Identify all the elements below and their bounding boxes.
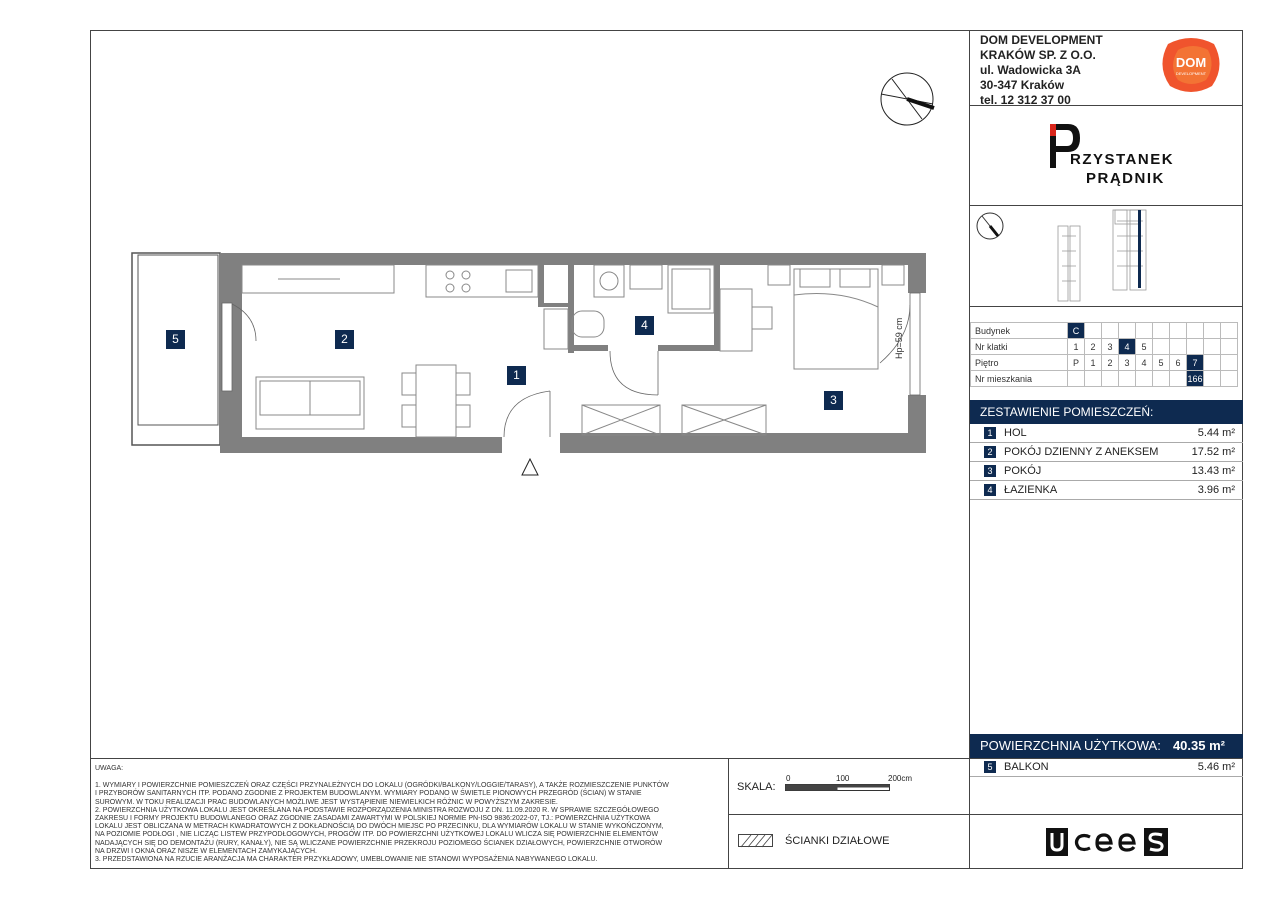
key-plan-buildings bbox=[1058, 210, 1146, 301]
note-line: 2. POWIERZCHNIA UŻYTKOWA LOKALU JEST OKREŚLANA NA PODSTAWIE ROZPORZĄDZENIA MINISTRA ROZWOJU Z DN. 11.09.2020 R. W SPRAWIE SZCZEGÓŁOWEGO bbox=[95, 806, 659, 814]
wall-hatch-icon bbox=[738, 834, 774, 848]
scale-tick-0: 0 bbox=[786, 774, 791, 783]
room-row bbox=[970, 462, 1243, 481]
stair-2: 2 bbox=[1085, 339, 1102, 355]
plan-room-label-1: 1 bbox=[507, 366, 526, 385]
rooms-header: ZESTAWIENIE POMIESZCZEŃ: bbox=[970, 400, 1243, 424]
note-line: 1. WYMIARY I POWIERZCHNIE POMIESZCZEŃ ORAZ CZĘŚCI PRZYNALEŻNYCH DO LOKALU (OGRÓDKI/BALKONY/LOGGIE/TARASY), A TAKŻE ROZMIESZCZENIE PUNKTÓW bbox=[95, 782, 669, 790]
building-value: C bbox=[1068, 323, 1085, 339]
floor-1: 1 bbox=[1085, 355, 1102, 371]
room-number: 3 bbox=[984, 465, 996, 477]
stair-4: 4 bbox=[1119, 339, 1136, 355]
scale-bar bbox=[785, 784, 891, 792]
notes bbox=[95, 765, 715, 864]
note-line: ZAKRESU I FORMY PROJEKTU BUDOWLANEGO ORAZ ZGODNIE ZASADAMI ZAWARTYMI W POLSKIEJ NORMIE PN-ISO 9836:2022-07, TJ.: POWIERZCHNIA UŻYTKOWA bbox=[95, 815, 651, 823]
divider-logo bbox=[969, 814, 1243, 815]
room-number: 1 bbox=[984, 427, 996, 439]
note-line: NA POZIOMIE PODŁOGI , NIE LICZĄC LISTEW PRZYPODŁOGOWYCH, PROGÓW ITP. DO POWIERZCHNI UŻYTKOWEJ LOKALU WLICZA SIĘ POWIERZCHNIE ELEMENTÓW bbox=[95, 831, 659, 839]
room-row bbox=[970, 424, 1243, 443]
note-line: I PRZYBORÓW SANITARNYCH ITP. PODANO ZGODNIE Z PROJEKTEM BUDOWLANYM. WYMIARY PODANO W ŚWIETLE PIONOWYCH PRZEGRÓD (ŚCIAN) W STANIE bbox=[95, 790, 642, 798]
balcony-name: BALKON bbox=[1004, 761, 1049, 773]
room-row bbox=[970, 481, 1243, 500]
room-number: 4 bbox=[984, 484, 996, 496]
note-line: LOKALU JEST OBLICZANA W METRACH KWADRATOWYCH Z DOKŁADNOŚCIĄ DO DWÓCH MIEJSC PO PRZECINKU, DLA WYMIARÓW LOKALU W STANIE WYKOŃCZONYM, bbox=[95, 823, 664, 831]
company-street: ul. Wadowicka 3A bbox=[980, 63, 1081, 77]
dom-logo-subtext: DEVELOPMENT bbox=[1175, 71, 1207, 76]
note-line: SUROWYM. W TOKU REALIZACJI PRAC BUDOWLANYCH MOŻLIWE JEST WYSTĄPIENIE NIEWIELKICH RÓŻNIC W POWYŻSZYM ZAKRESIE. bbox=[95, 798, 558, 806]
room-name: HOL bbox=[1004, 427, 1027, 439]
total-area bbox=[970, 734, 1243, 758]
north-compass-icon bbox=[876, 68, 938, 130]
plan-room-label-3: 3 bbox=[824, 391, 843, 410]
scale-tick-200: 200cm bbox=[888, 774, 913, 783]
plan-room-label-5: 5 bbox=[166, 330, 185, 349]
company-phone: tel. 12 312 37 00 bbox=[980, 93, 1071, 107]
floor-label: Piętro bbox=[971, 355, 1068, 371]
key-plan-highlight bbox=[1138, 210, 1141, 288]
balcony-number: 5 bbox=[984, 761, 996, 773]
room-name: POKÓJ bbox=[1004, 465, 1042, 477]
ucees-logo bbox=[1046, 828, 1170, 856]
key-plan-compass-icon bbox=[977, 213, 1003, 239]
room-area: 17.52 m² bbox=[1191, 446, 1235, 458]
entrance-arrow-icon bbox=[522, 459, 538, 475]
room-area: 3.96 m² bbox=[1197, 484, 1235, 496]
floor-7: 7 bbox=[1187, 355, 1204, 371]
room-area: 5.44 m² bbox=[1197, 427, 1235, 439]
scale-tick-100: 100 bbox=[836, 774, 850, 783]
room-name: POKÓJ DZIENNY Z ANEKSEM bbox=[1004, 446, 1159, 458]
room-area: 13.43 m² bbox=[1191, 465, 1235, 477]
floor-plan bbox=[120, 245, 940, 485]
stair-label: Nr klatki bbox=[971, 339, 1068, 355]
dom-logo-text: DOM bbox=[1175, 55, 1207, 70]
notes-title: UWAGA: bbox=[95, 765, 124, 772]
note-line: 3. PRZEDSTAWIONA NA RZUCIE ARANŻACJA MA CHARAKTER PRZYKŁADOWY, UMEBLOWANIE NIE STANOWI WYPOSAŻENIA NABYWANEGO LOKALU. bbox=[95, 856, 598, 864]
floor-5: 5 bbox=[1153, 355, 1170, 371]
key-plan bbox=[970, 206, 1242, 306]
company-info bbox=[980, 33, 1103, 108]
hp-label: Hp=59 cm bbox=[894, 317, 904, 359]
total-area-value: 40.35 m² bbox=[1172, 738, 1225, 753]
floor-4: 4 bbox=[1136, 355, 1153, 371]
project-name bbox=[1070, 150, 1174, 188]
room-row bbox=[970, 443, 1243, 462]
project-name-line1: RZYSTANEK bbox=[1070, 151, 1175, 168]
divider-keyplan bbox=[969, 306, 1243, 307]
dom-development-logo bbox=[1158, 36, 1224, 94]
apartment-info-table bbox=[970, 322, 1238, 387]
company-city: 30-347 Kraków bbox=[980, 78, 1065, 92]
stair-1: 1 bbox=[1068, 339, 1085, 355]
room-name: ŁAZIENKA bbox=[1004, 484, 1058, 496]
wall-legend-label: ŚCIANKI DZIAŁOWE bbox=[785, 835, 890, 847]
apt-label: Nr mieszkania bbox=[971, 371, 1068, 387]
scale-label: SKALA: bbox=[737, 781, 776, 793]
company-name2: KRAKÓW SP. Z O.O. bbox=[980, 48, 1096, 62]
floor-p: P bbox=[1068, 355, 1085, 371]
building-label: Budynek bbox=[971, 323, 1068, 339]
room-number: 2 bbox=[984, 446, 996, 458]
floor-3: 3 bbox=[1119, 355, 1136, 371]
company-name: DOM DEVELOPMENT bbox=[980, 33, 1103, 47]
floor-6: 6 bbox=[1170, 355, 1187, 371]
stair-3: 3 bbox=[1102, 339, 1119, 355]
note-line: NA DRZWI I OKNA ORAZ NISZE W ELEMENTACH ZAMYKAJĄCYCH. bbox=[95, 847, 317, 855]
balcony-row bbox=[970, 758, 1243, 777]
total-area-label: POWIERZCHNIA UŻYTKOWA: bbox=[980, 738, 1161, 753]
floor-2: 2 bbox=[1102, 355, 1119, 371]
stair-5: 5 bbox=[1136, 339, 1153, 355]
plan-room-label-4: 4 bbox=[635, 316, 654, 335]
divider-scale bbox=[728, 814, 969, 815]
note-line: NADAJĄCYCH SIĘ DO DEMONTAŻU (RURY, KANAŁY), NIE SĄ WLICZANE POWIERZCHNIE PRZEKROJU POZIOMEGO ŚCIANEK DZIAŁOWYCH, POWIERZCHNIE OTWORÓW bbox=[95, 839, 663, 847]
plan-balcony bbox=[132, 253, 220, 445]
plan-room-label-2: 2 bbox=[335, 330, 354, 349]
balcony-area: 5.46 m² bbox=[1197, 761, 1235, 773]
apt-value: 166 bbox=[1187, 371, 1204, 387]
plan-walls bbox=[220, 253, 926, 453]
project-name-line2: PRĄDNIK bbox=[1086, 170, 1165, 187]
